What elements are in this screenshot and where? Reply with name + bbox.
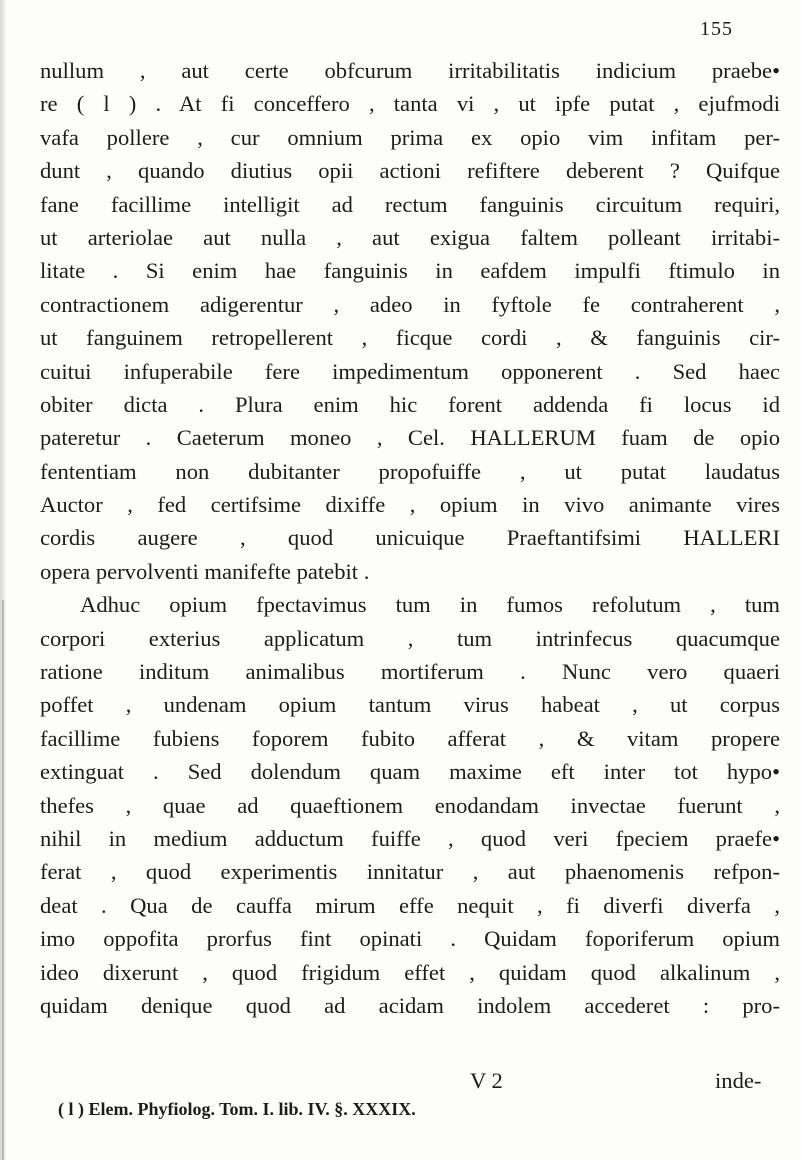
text-line: ut arteriolae aut nulla , aut exigua faltem polleant irritabi-: [40, 224, 780, 250]
text-line: cordis augere , quod unicuique Praeftantifsimi HALLERI: [40, 525, 780, 551]
text-line: ferat , quod experimentis innitatur , aut phaenomenis refpon-: [40, 859, 780, 885]
text-line: dunt , quando diutius opii actioni refiftere deberent ? Quifque: [40, 158, 780, 184]
page-number: 155: [700, 18, 733, 40]
binding-stripe: [2, 600, 4, 1160]
text-line: ut fanguinem retropellerent , ficque cordi , & fanguinis cir-: [40, 325, 780, 351]
text-line: ratione inditum animalibus mortiferum . Nunc vero quaeri: [40, 659, 780, 685]
text-line: fane facillime intelligit ad rectum fanguinis circuitum requiri,: [40, 191, 780, 217]
text-line: vafa pollere , cur omnium prima ex opio vim infitam per-: [40, 124, 780, 150]
text-line: corpori exterius applicatum , tum intrinfecus quacumque: [40, 625, 780, 651]
text-line: fententiam non dubitanter propofuiffe , ut putat laudatus: [40, 458, 780, 484]
text-line: Auctor , fed certifsime dixiffe , opium in vivo animante vires: [40, 492, 780, 518]
text-line-paragraph-end: opera pervolventi manifefte patebit .: [40, 558, 370, 584]
text-line: re ( l ) . At fi conceffero , tanta vi , ut ipfe putat , ejufmodi: [40, 91, 780, 117]
text-line: nullum , aut certe obfcurum irritabilitatis indicium praebe•: [40, 58, 780, 83]
text-line: pateretur . Caeterum moneo , Cel. HALLERUM fuam de opio: [40, 425, 780, 451]
text-line: cuitui infuperabile fere impedimentum opponerent . Sed haec: [40, 358, 780, 384]
text-line-paragraph-start: Adhuc opium fpectavimus tum in fumos refolutum , tum: [80, 592, 780, 618]
text-line: deat . Qua de cauffa mirum effe nequit , fi diverfi diverfa ,: [40, 892, 780, 918]
text-line: extinguat . Sed dolendum quam maxime eft inter tot hypo•: [40, 759, 780, 785]
text-line: obiter dicta . Plura enim hic forent addenda fi locus id: [40, 391, 780, 417]
catchword: inde-: [715, 1068, 762, 1093]
text-line: litate . Si enim hae fanguinis in eafdem impulfi ftimulo in: [40, 258, 780, 284]
text-line: imo oppofita prorfus fint opinati . Quidam foporiferum opium: [40, 926, 780, 952]
text-line: nihil in medium adductum fuiffe , quod veri fpeciem praefe•: [40, 825, 780, 851]
text-line: quidam denique quod ad acidam indolem accederet : pro-: [40, 992, 780, 1018]
text-line: facillime fubiens foporem fubito afferat , & vitam propere: [40, 725, 780, 751]
text-line: ideo dixerunt , quod frigidum effet , quidam quod alkalinum ,: [40, 959, 780, 985]
text-line: thefes , quae ad quaeftionem enodandam invectae fuerunt ,: [40, 792, 780, 818]
body-text: [40, 54, 780, 1022]
signature-mark: V 2: [470, 1068, 503, 1093]
text-line: poffet , undenam opium tantum virus habeat , ut corpus: [40, 692, 780, 718]
signature-row: [40, 1066, 780, 1096]
footnote: ( l ) Elem. Phyfiolog. Tom. I. lib. IV. §. XXXIX.: [58, 1099, 416, 1119]
text-line: contractionem adigerentur , adeo in fyftole fe contraherent ,: [40, 291, 780, 317]
